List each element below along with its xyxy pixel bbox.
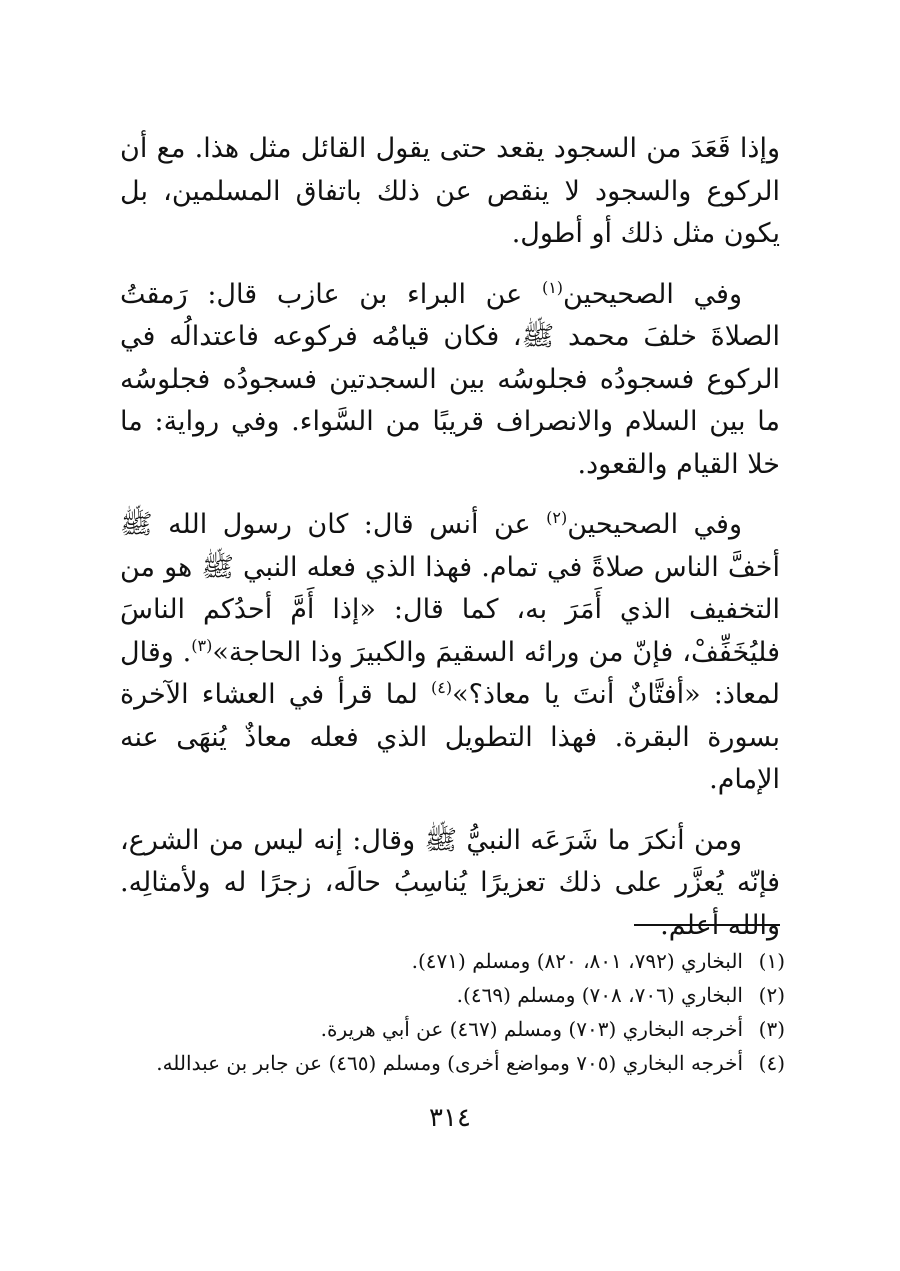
- paragraph-2-text: عن البراء بن عازب قال: رَمقتُ الصلاةَ خلفَ محمد ﷺ، فكان قيامُه فركوعه فاعتدالُه في الركوع فسجودُه فجلوسُه بين السجدتين فسجودُه فجلوسُه ما بين السلام والانصراف قريبًا من السَّواء. وفي رواية: ما خلا القيام والقعود.: [120, 278, 780, 480]
- paragraph-1-text: وإذا قَعَدَ من السجود يقعد حتى يقول القائل مثل هذا. مع أن الركوع والسجود لا ينقص عن ذلك باتفاق المسلمين، بل يكون مثل ذلك أو أطول.: [120, 133, 780, 249]
- paragraph-3-text-a: عن أنس قال: كان رسول الله ﷺ أخفَّ الناس صلاةً في تمام. فهذا الذي فعله النبي ﷺ هو من التخفيف الذي أَمَرَ به، كما قال: «إذا أَمَّ أحدُكم الناسَ فليُخَفِّفْ، فإنّ من ورائه السقيمَ والكبيرَ وذا الحاجة»: [120, 509, 780, 668]
- main-text: [120, 128, 780, 965]
- footnote-text: أخرجه البخاري (٧٠٣) ومسلم (٤٦٧) عن أبي هريرة.: [320, 1017, 743, 1041]
- footnote-marker-2[interactable]: (٢): [546, 508, 568, 527]
- footnote-1: [120, 944, 785, 978]
- footnote-marker-1[interactable]: (١): [541, 277, 564, 297]
- footnote-marker-3[interactable]: (٣): [191, 635, 213, 655]
- paragraph-2: [120, 274, 780, 487]
- paragraph-3: [120, 504, 780, 802]
- footnote-4: [120, 1046, 785, 1080]
- footnote-text: البخاري (٧٠٦، ٧٠٨) ومسلم (٤٦٩).: [456, 983, 743, 1007]
- paragraph-2-lead: وفي الصحيحين: [563, 278, 742, 310]
- footnote-3: [120, 1012, 785, 1046]
- paragraph-1: [120, 128, 780, 256]
- paragraph-4: [120, 820, 780, 948]
- footnote-number: (٤): [758, 1051, 785, 1075]
- paragraph-3-lead: وفي الصحيحين: [567, 509, 743, 540]
- footnote-number: (٢): [758, 983, 785, 1007]
- page-number: ٣١٤: [429, 1103, 471, 1133]
- paragraph-3-text-c: لما قرأ في العشاء الآخرة بسورة البقرة. فهذا التطويل الذي فعله معاذٌ يُنهَى عنه الإمام.: [120, 679, 780, 795]
- footnotes: [120, 944, 785, 1080]
- paragraph-3-text-b: . وقال لمعاذ: «أفتَّانٌ أنتَ يا معاذ؟»: [120, 636, 780, 710]
- footnote-2: [120, 978, 785, 1012]
- footnote-text: أخرجه البخاري (٧٠٥ ومواضع أخرى) ومسلم (٤٦٥) عن جابر بن عبدالله.: [156, 1051, 743, 1075]
- footnote-divider: [634, 924, 780, 926]
- footnote-marker-4[interactable]: (٤): [431, 678, 453, 697]
- footnote-text: البخاري (٧٩٢، ٨٠١، ٨٢٠) ومسلم (٤٧١).: [411, 949, 743, 973]
- paragraph-4-text: ومن أنكرَ ما شَرَعَه النبيُّ ﷺ وقال: إنه ليس من الشرع، فإنّه يُعزَّر على ذلك تعزيرًا يُناسِبُ حالَه، زجرًا له ولأمثالِه. والله أعلم.: [120, 824, 780, 941]
- footnote-number: (٣): [758, 1017, 785, 1041]
- footnote-number: (١): [758, 949, 785, 973]
